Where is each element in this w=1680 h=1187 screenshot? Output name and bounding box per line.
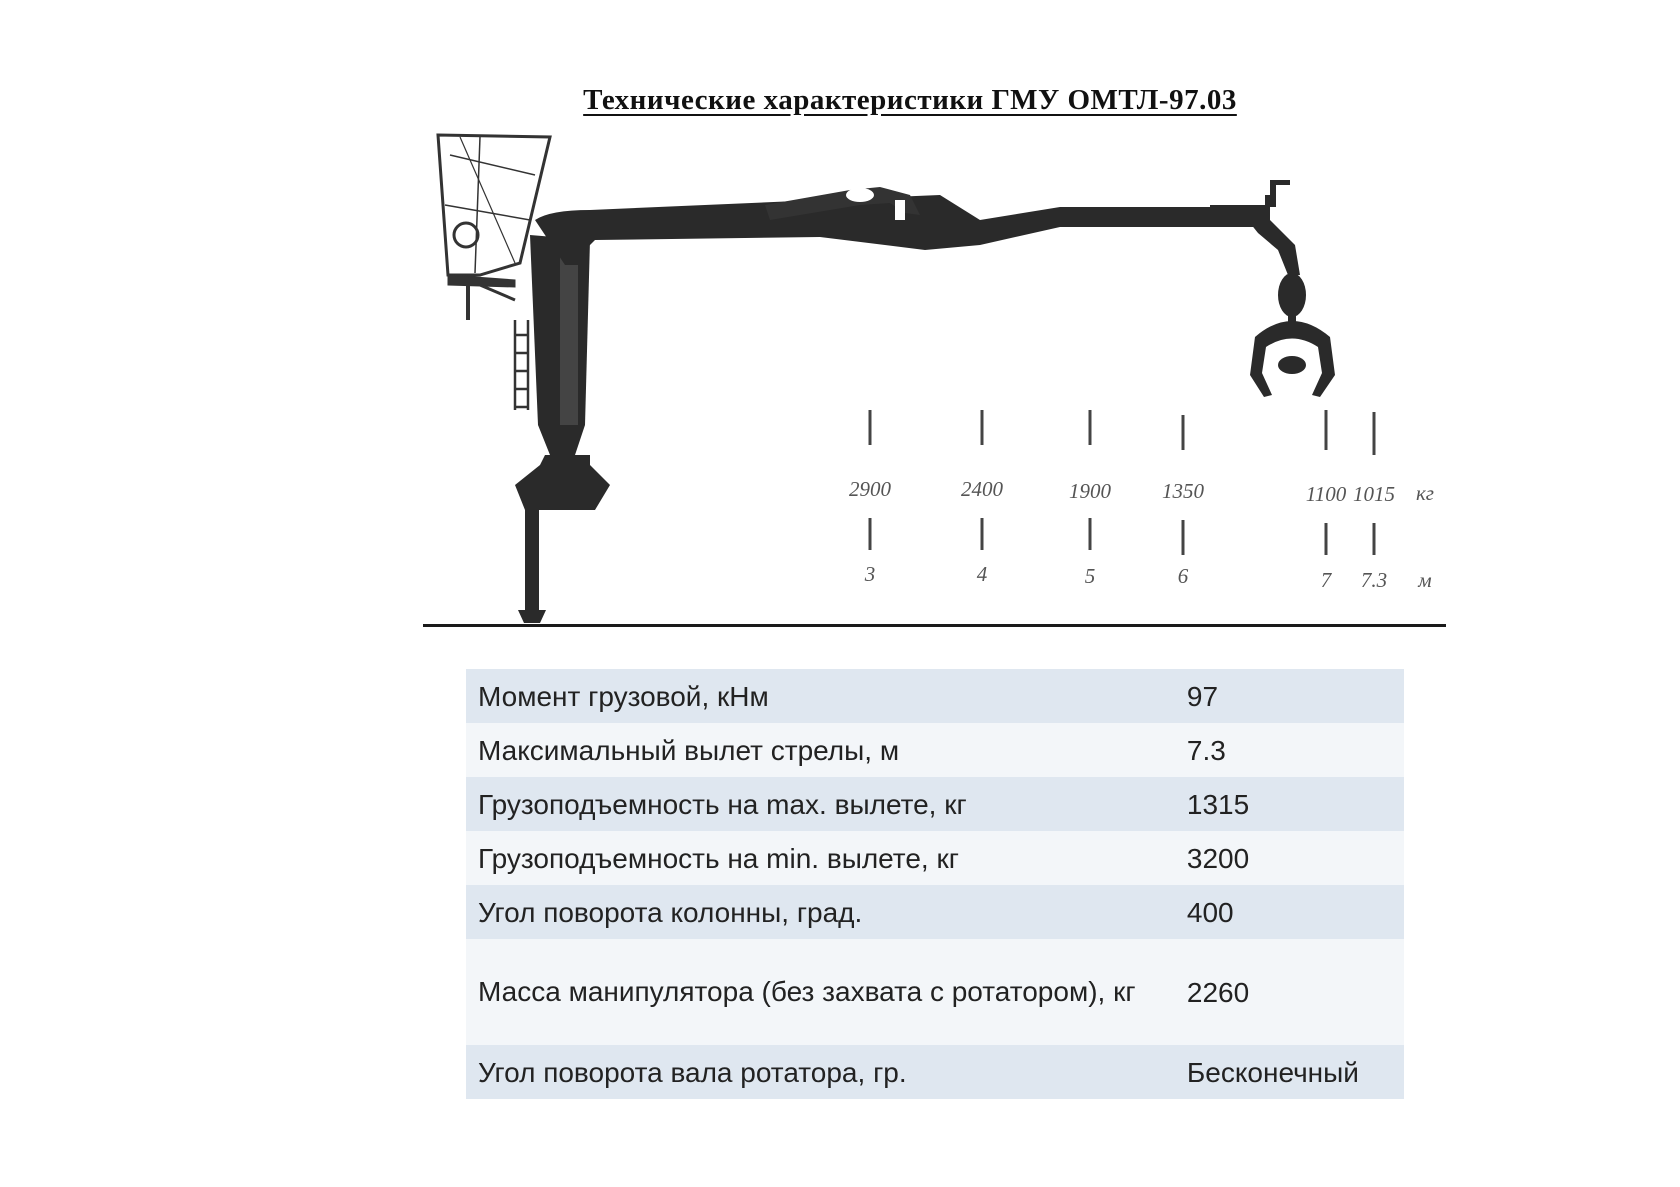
spec-param: Момент грузовой, кНм [466,669,1175,723]
spec-param: Грузоподъемность на max. вылете, кг [466,777,1175,831]
table-row [466,669,1404,723]
table-row [466,939,1404,1045]
spec-param: Угол поворота вала ротатора, гр. [466,1045,1175,1099]
load-value-7: 1100 [1305,482,1347,506]
spec-param: Грузоподъемность на min. вылете, кг [466,831,1175,885]
spec-value: 7.3 [1175,723,1404,777]
spec-value: 2260 [1175,939,1404,1045]
crane-diagram [420,125,1450,635]
spec-value: 400 [1175,885,1404,939]
table-row [466,831,1404,885]
spec-param: Масса манипулятора (без захвата с ротатором), кг [466,939,1175,1045]
page-title: Технические характеристики ГМУ ОМТЛ-97.03 [583,84,1237,116]
table-row [466,885,1404,939]
reach-values [864,562,1432,592]
reach-value-3: 3 [864,562,876,586]
table-row [466,777,1404,831]
table-row [466,723,1404,777]
load-value-7-3: 1015 [1353,482,1395,506]
reach-value-7-3: 7.3 [1360,568,1388,592]
crane-column [515,235,610,623]
load-value-3: 2900 [849,477,891,501]
reach-value-7: 7 [1320,568,1332,592]
load-values [849,477,1434,506]
spec-value: 1315 [1175,777,1404,831]
reach-unit: м [1418,568,1432,592]
load-value-6: 1350 [1162,479,1204,503]
spec-param: Максимальный вылет стрелы, м [466,723,1175,777]
reach-value-4: 4 [976,562,988,586]
load-unit: кг [1415,481,1435,505]
spec-param: Угол поворота колонны, град. [466,885,1175,939]
ground-line [423,624,1446,627]
spec-value: 3200 [1175,831,1404,885]
load-value-5: 1900 [1069,479,1111,503]
load-markers [870,410,1374,555]
table-row [466,1045,1404,1099]
specs-table [466,669,1404,1099]
reach-value-6: 6 [1177,564,1189,588]
spec-value: Бесконечный [1175,1045,1404,1099]
spec-value: 97 [1175,669,1404,723]
crane-boom [535,180,1335,397]
reach-value-5: 5 [1084,564,1096,588]
ladder [515,320,528,410]
load-value-4: 2400 [961,477,1003,501]
